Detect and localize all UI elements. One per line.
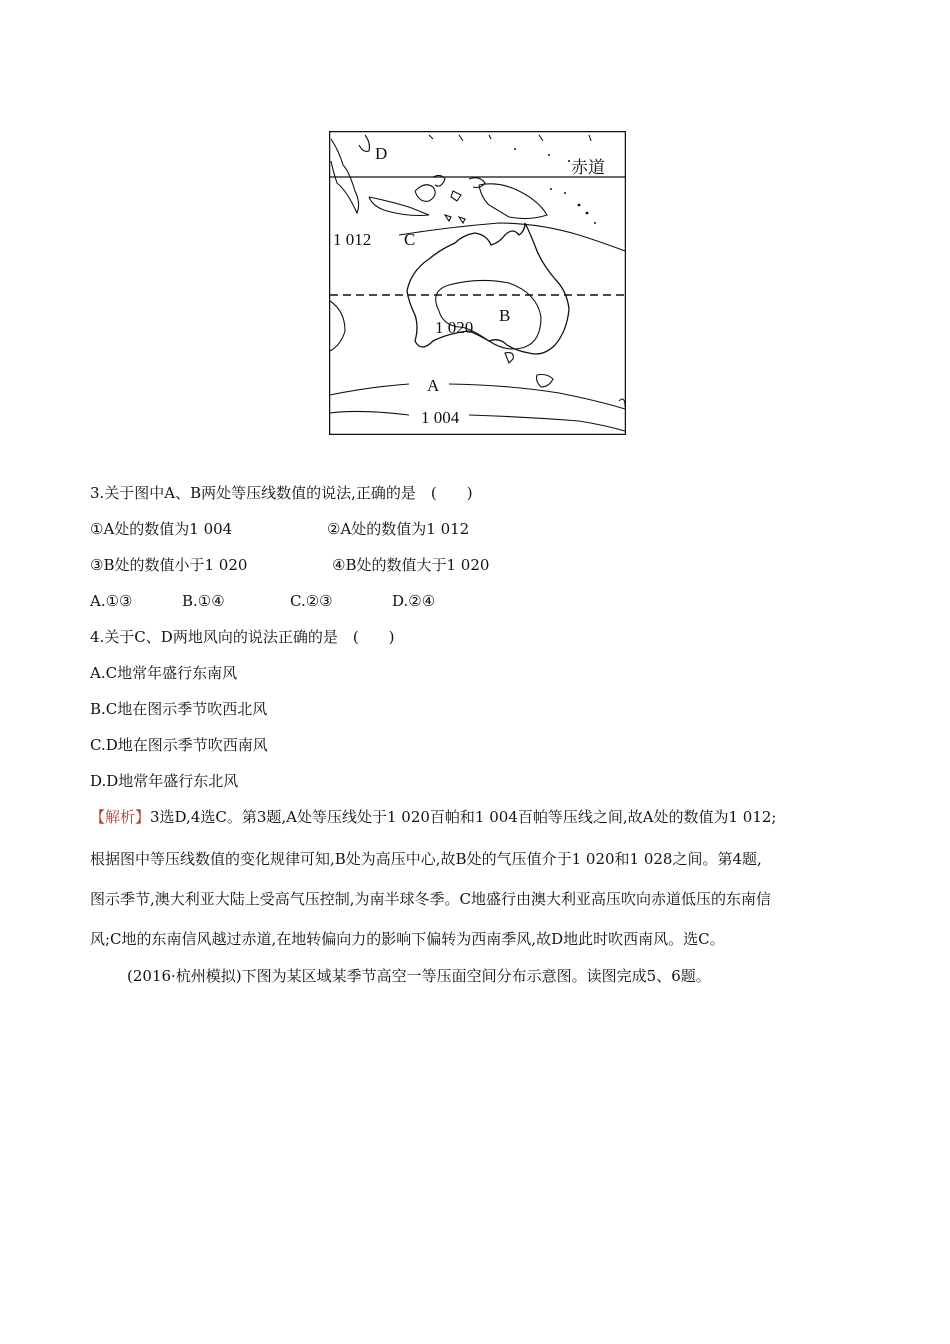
label-B: B — [499, 306, 511, 325]
analysis-line-1 — [90, 807, 776, 827]
q4-option-b: B.C地在图示季节吹西北风 — [90, 700, 268, 718]
isobar-map-figure — [329, 131, 626, 435]
q3-option-c: C.②③ — [290, 592, 333, 610]
analysis-tag: 【解析】 — [90, 808, 151, 826]
isobar-1020-label: 1 020 — [435, 318, 474, 337]
q3-statement-4: ④B处的数值大于1 020 — [332, 556, 490, 574]
analysis-line-2: 根据图中等压线数值的变化规律可知,B处为高压中心,故B处的气压值介于1 020和1 028之间。第4题, — [90, 850, 762, 868]
q3-option-d: D.②④ — [392, 592, 436, 610]
analysis-line-3: 图示季节,澳大利亚大陆上受高气压控制,为南半球冬季。C地盛行由澳大利亚高压吹向赤道低压的东南信 — [90, 890, 772, 908]
q3-statement-3: ③B处的数值小于1 020 — [90, 556, 248, 574]
isobar-1004-label: 1 004 — [421, 408, 460, 427]
q4-option-d: D.D地常年盛行东北风 — [90, 772, 239, 790]
label-C: C — [404, 230, 416, 249]
isobar-1012-label: 1 012 — [333, 230, 372, 249]
q4-option-a: A.C地常年盛行东南风 — [90, 664, 238, 682]
label-D: D — [375, 144, 388, 163]
equator-label: 赤道 — [571, 158, 605, 177]
q3-option-b: B.①④ — [182, 592, 225, 610]
analysis-line-4: 风;C地的东南信风越过赤道,在地转偏向力的影响下偏转为西南季风,故D地此时吹西南风。选C。 — [90, 930, 725, 948]
q3-statement-1: ①A处的数值为1 004 — [90, 520, 233, 538]
q3-statement-2: ②A处的数值为1 012 — [327, 520, 470, 538]
q3-option-a: A.①③ — [90, 592, 133, 610]
next-questions-intro: (2016·杭州模拟)下图为某区域某季节高空一等压面空间分布示意图。读图完成5、6题。 — [127, 967, 711, 985]
label-A: A — [427, 376, 440, 395]
question-4-stem: 4.关于C、D两地风向的说法正确的是 ( ) — [90, 628, 395, 646]
q4-option-c: C.D地在图示季节吹西南风 — [90, 736, 268, 754]
analysis-text-1: 3选D,4选C。第3题,A处等压线处于1 020百帕和1 004百帕等压线之间,故A处的数值为1 012; — [150, 808, 777, 826]
question-3-stem: 3.关于图中A、B两处等压线数值的说法,正确的是 ( ) — [90, 484, 473, 502]
